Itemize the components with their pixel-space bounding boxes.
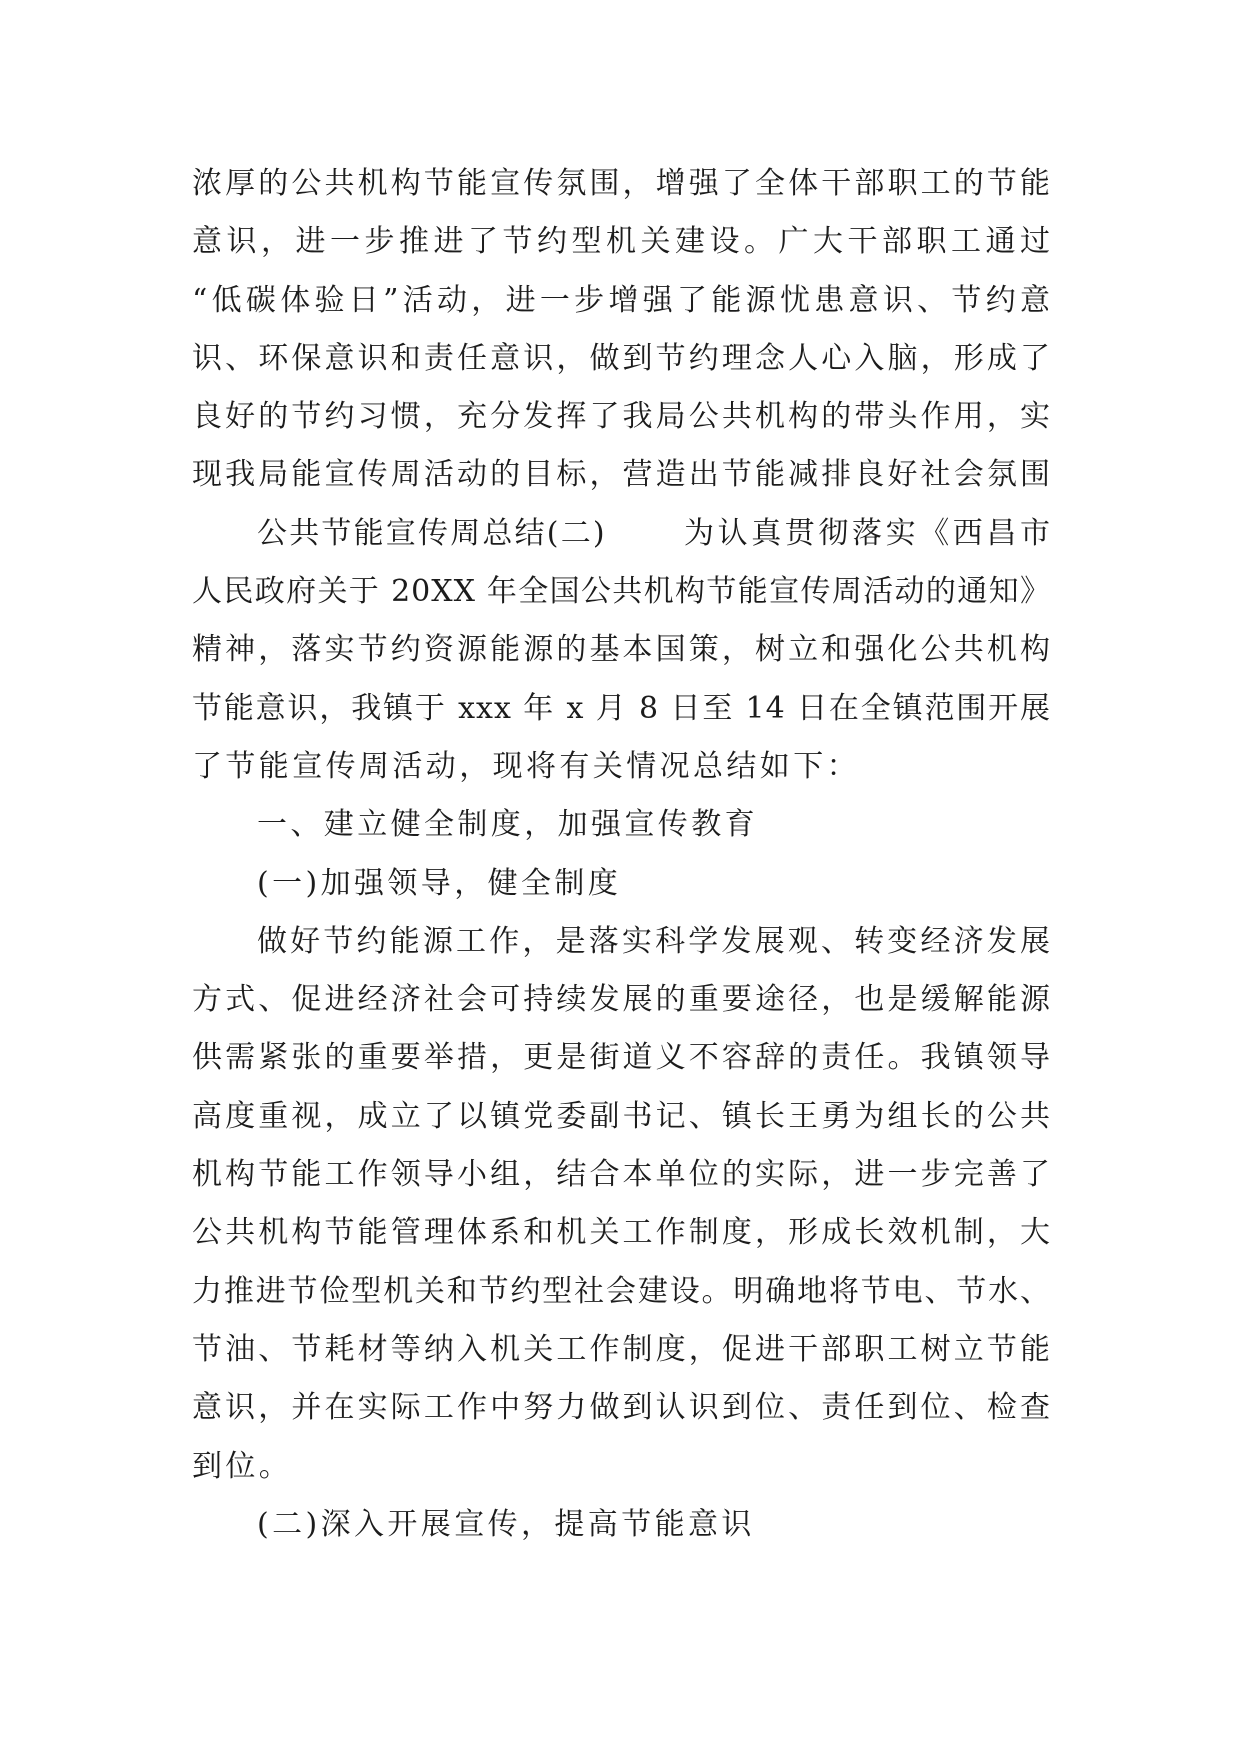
- text-line: 节油、节耗材等纳入机关工作制度，促进干部职工树立节能: [192, 1331, 1051, 1367]
- text-line: 到位。: [192, 1448, 293, 1484]
- text-line: 高度重视，成立了以镇党委副书记、镇长王勇为组长的公共: [192, 1098, 1051, 1134]
- subsection-heading: [192, 855, 1051, 913]
- text-line: 良好的节约习惯，充分发挥了我局公共机构的带头作用，实: [192, 399, 1051, 435]
- text-line: 公共机构节能管理体系和机关工作制度，形成长效机制，大: [192, 1215, 1051, 1251]
- text-line: 意识，并在实际工作中努力做到认识到位、责任到位、检查: [192, 1390, 1051, 1426]
- text-line: 为认真贯彻落实《西昌市: [684, 515, 1051, 551]
- text-line: 识、环保意识和责任意识，做到节约理念人心入脑，形成了: [192, 340, 1051, 376]
- text-line: 一、建立健全制度，加强宣传教育: [257, 807, 758, 843]
- text-line: (二)深入开展宣传，提高节能意识: [257, 1506, 755, 1542]
- text-line: 机构节能工作领导小组，结合本单位的实际，进一步完善了: [192, 1157, 1051, 1193]
- document-body: [192, 155, 1051, 1554]
- paragraph-summary-two: [192, 505, 1051, 796]
- text-line: 供需紧张的重要举措，更是街道义不容辞的责任。我镇领导: [192, 1040, 1051, 1076]
- text-line-with-title: [192, 505, 1051, 563]
- section-heading: [192, 796, 1051, 854]
- text-line: 浓厚的公共机构节能宣传氛围，增强了全体干部职工的节能: [192, 166, 1051, 201]
- paragraph-body: [192, 913, 1051, 1496]
- text-line: (一)加强领导，健全制度: [257, 865, 622, 901]
- text-line: 做好节约能源工作，是落实科学发展观、转变经济发展: [257, 923, 1051, 959]
- text-line: 力推进节俭型机关和节约型社会建设。明确地将节电、节水、: [192, 1273, 1051, 1309]
- text-line: 方式、促进经济社会可持续发展的重要途径，也是缓解能源: [192, 982, 1051, 1018]
- text-line: 精神，落实节约资源能源的基本国策，树立和强化公共机构: [192, 632, 1051, 668]
- text-line: 了节能宣传周活动，现将有关情况总结如下：: [192, 748, 860, 784]
- text-line: 意识，进一步推进了节约型机关建设。广大干部职工通过: [192, 224, 1051, 260]
- subsection-heading: [192, 1496, 1051, 1554]
- section-title: 公共节能宣传周总结(二): [257, 515, 607, 551]
- text-line: 现我局能宣传周活动的目标，营造出节能减排良好社会氛围: [192, 457, 1051, 493]
- text-line: 节能意识，我镇于 xxx 年 x 月 8 日至 14 日在全镇范围开展: [192, 690, 1051, 726]
- text-line: 人民政府关于 20XX 年全国公共机构节能宣传周活动的通知》: [192, 574, 1051, 610]
- text-line: “低碳体验日”活动，进一步增强了能源忧患意识、节约意: [192, 282, 1051, 318]
- paragraph-continuation: [192, 155, 1051, 505]
